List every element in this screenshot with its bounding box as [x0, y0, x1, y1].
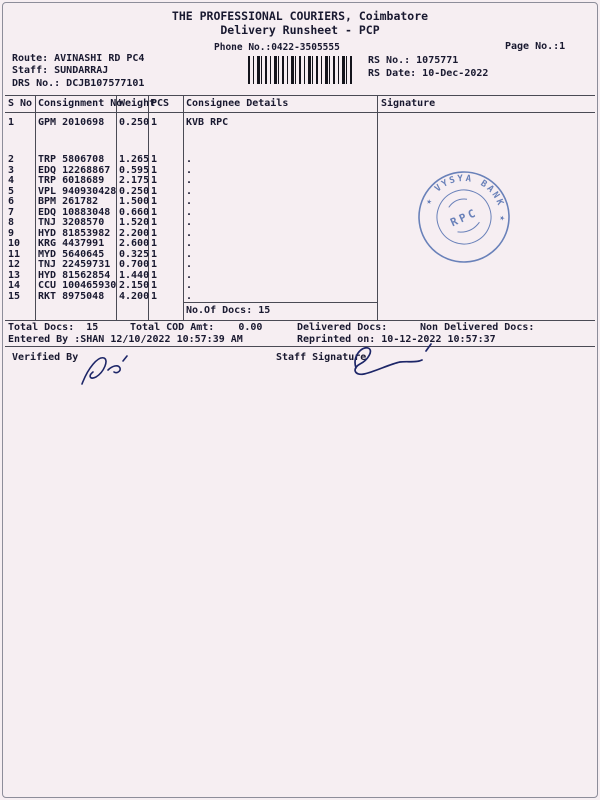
- cell-pcs: 1: [151, 217, 158, 228]
- totals-bottom-line: [5, 346, 595, 347]
- cell-weight: 4.200: [119, 290, 150, 302]
- cell-sno: 14: [8, 280, 21, 291]
- cell-sno: 2: [8, 154, 15, 165]
- cell-pcs: 1: [151, 117, 158, 128]
- cell-pcs: 1: [151, 164, 158, 176]
- cell-consignee: KVB RPC: [186, 117, 229, 128]
- cell-consignee: .: [186, 196, 193, 207]
- non-delivered-docs-label: Non Delivered Docs:: [420, 322, 535, 333]
- cell-sno: 4: [8, 175, 15, 186]
- cell-consignee: .: [186, 185, 193, 197]
- cell-consignee: .: [186, 164, 193, 176]
- cell-sno: 7: [8, 206, 15, 218]
- phone-number: Phone No.:0422-3505555: [214, 42, 340, 53]
- table-row: [0, 280, 600, 291]
- cell-weight: 1.520: [119, 217, 150, 228]
- cell-pcs: 1: [151, 248, 158, 260]
- cell-weight: 0.325: [119, 248, 150, 260]
- barcode: [248, 56, 352, 84]
- staff-signature-label: Staff Signature: [276, 352, 367, 363]
- cell-consignee: .: [186, 269, 193, 281]
- cell-pcs: 1: [151, 269, 158, 281]
- total-cod-amount: Total COD Amt: 0.00: [130, 322, 263, 333]
- table-top-line: [5, 95, 595, 96]
- no-of-docs: No.Of Docs: 15: [186, 305, 271, 316]
- cell-consignment: TNJ 22459731: [38, 259, 111, 270]
- cell-consignment: EDQ 10883048: [38, 206, 111, 218]
- cell-sno: 11: [8, 248, 21, 260]
- cell-weight: 0.250: [119, 117, 150, 128]
- cell-weight: 1.440: [119, 269, 150, 281]
- cell-pcs: 1: [151, 196, 158, 207]
- cell-consignment: VPL 940930428: [38, 185, 117, 197]
- staff-label: Staff: SUNDARRAJ: [12, 65, 109, 76]
- cell-consignment: KRG 4437991: [38, 238, 105, 249]
- cell-weight: 0.595: [119, 164, 150, 176]
- docs-count-line: [183, 302, 377, 303]
- cell-weight: 1.265: [119, 154, 150, 165]
- page-number: Page No.:1: [505, 41, 566, 52]
- cell-pcs: 1: [151, 154, 158, 165]
- cell-pcs: 1: [151, 290, 158, 302]
- svg-text:★ VYSYA BANK ★: [418, 160, 513, 251]
- cell-consignee: .: [186, 248, 193, 260]
- column-header-weight: Weight: [119, 98, 156, 109]
- cell-weight: 2.600: [119, 238, 150, 249]
- table-row: [0, 291, 600, 302]
- cell-consignment: TRP 6018689: [38, 175, 105, 186]
- stamp-inner-text: RPC: [448, 205, 481, 230]
- total-docs: Total Docs: 15: [8, 322, 99, 333]
- column-header-consignee: Consignee Details: [186, 98, 289, 109]
- column-header-sno: S No: [8, 98, 33, 109]
- column-header-consignment: Consignment No: [38, 98, 123, 109]
- cell-consignment: HYD 81853982: [38, 227, 111, 239]
- cell-sno: 6: [8, 196, 15, 207]
- rs-date: RS Date: 10-Dec-2022: [368, 68, 489, 79]
- verified-by-label: Verified By: [12, 352, 79, 363]
- cell-weight: 0.660: [119, 206, 150, 218]
- cell-sno: 10: [8, 238, 21, 249]
- stamp-ring-text: ★ VYSYA BANK ★: [423, 173, 508, 224]
- cell-sno: 13: [8, 269, 21, 281]
- reprinted-on: Reprinted on: 10-12-2022 10:57:37: [297, 334, 496, 345]
- cell-weight: 0.700: [119, 259, 150, 270]
- cell-weight: 2.150: [119, 280, 150, 291]
- cell-sno: 15: [8, 290, 21, 302]
- drs-number: DRS No.: DCJB107577101: [12, 78, 145, 89]
- bank-stamp: [405, 158, 523, 276]
- cell-consignee: .: [186, 290, 193, 302]
- cell-weight: 2.175: [119, 175, 150, 186]
- cell-consignment: BPM 261782: [38, 196, 99, 207]
- totals-top-line: [5, 320, 595, 321]
- cell-sno: 3: [8, 164, 15, 176]
- cell-weight: 2.200: [119, 227, 150, 239]
- cell-consignee: .: [186, 259, 193, 270]
- cell-consignment: HYD 81562854: [38, 269, 111, 281]
- cell-consignee: .: [186, 280, 193, 291]
- cell-consignee: .: [186, 154, 193, 165]
- cell-sno: 8: [8, 217, 15, 228]
- cell-consignee: .: [186, 175, 193, 186]
- cell-pcs: 1: [151, 259, 158, 270]
- route-label: Route: AVINASHI RD PC4: [12, 53, 145, 64]
- entered-by: Entered By :SHAN 12/10/2022 10:57:39 AM: [8, 334, 243, 345]
- cell-pcs: 1: [151, 280, 158, 291]
- staff-signature: [338, 338, 448, 390]
- column-header-signature: Signature: [381, 98, 436, 109]
- cell-consignee: .: [186, 217, 193, 228]
- cell-sno: 5: [8, 185, 15, 197]
- cell-consignee: .: [186, 206, 193, 218]
- column-header-pcs: PCS: [151, 98, 170, 109]
- cell-consignment: TRP 5806708: [38, 154, 105, 165]
- document-title: THE PROFESSIONAL COURIERS, Coimbatore: [171, 9, 429, 23]
- cell-weight: 1.500: [119, 196, 150, 207]
- cell-sno: 12: [8, 259, 21, 270]
- cell-pcs: 1: [151, 175, 158, 186]
- verified-signature: [68, 350, 148, 398]
- cell-consignment: CCU 100465930: [38, 280, 117, 291]
- cell-sno: 9: [8, 227, 15, 239]
- cell-pcs: 1: [151, 185, 158, 197]
- cell-consignment: MYD 5640645: [38, 248, 105, 260]
- rs-number: RS No.: 1075771: [368, 55, 459, 66]
- cell-weight: 0.250: [119, 185, 150, 197]
- table-header-line: [5, 112, 595, 113]
- cell-consignment: RKT 8975048: [38, 290, 105, 302]
- cell-pcs: 1: [151, 238, 158, 249]
- table-row: [0, 117, 600, 128]
- document-subtitle: Delivery Runsheet - PCP: [220, 23, 380, 37]
- cell-pcs: 1: [151, 227, 158, 239]
- cell-consignment: GPM 2010698: [38, 117, 105, 128]
- delivered-docs-label: Delivered Docs:: [297, 322, 388, 333]
- cell-consignment: TNJ 3208570: [38, 217, 105, 228]
- cell-consignment: EDQ 12268867: [38, 164, 111, 176]
- cell-consignee: .: [186, 238, 193, 249]
- cell-pcs: 1: [151, 206, 158, 218]
- cell-sno: 1: [8, 117, 15, 128]
- cell-consignee: .: [186, 227, 193, 239]
